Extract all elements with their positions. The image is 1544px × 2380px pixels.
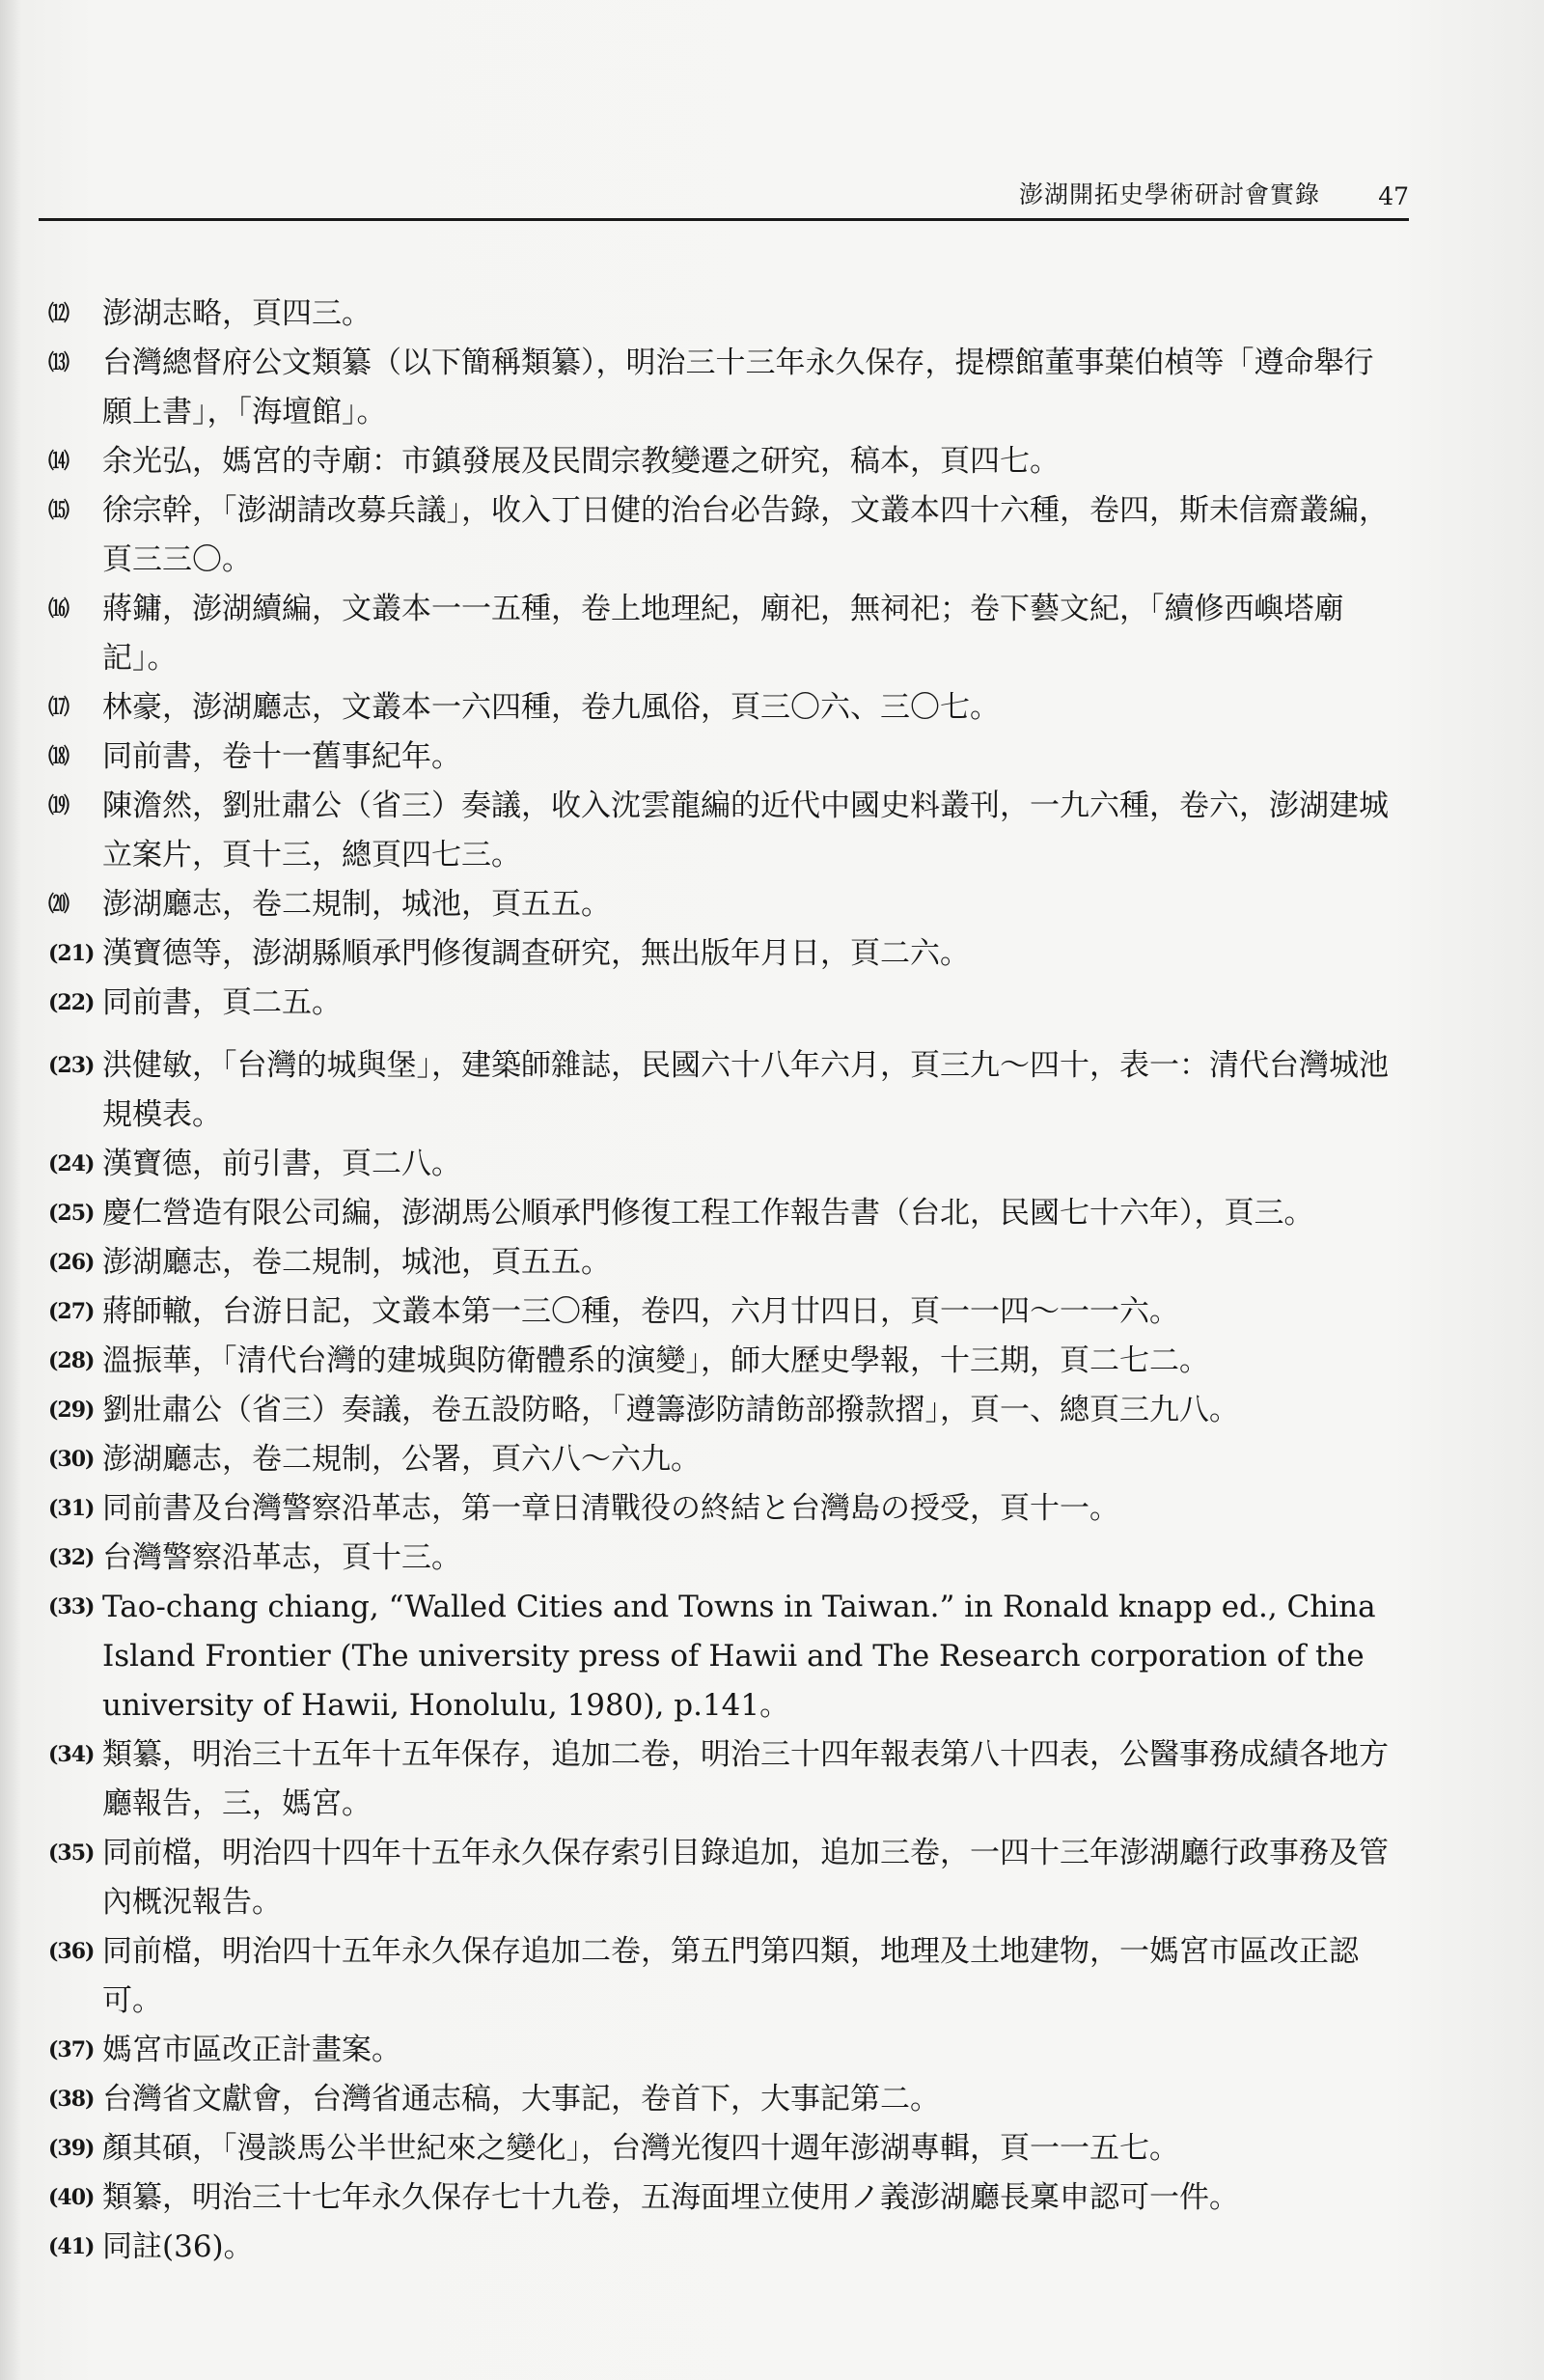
footnote-item xyxy=(48,2223,1399,2272)
footnote-item xyxy=(48,437,1399,486)
footnote-item xyxy=(48,2026,1399,2075)
footnote-text: 蔣鏞，澎湖續編，文叢本一一五種，卷上地理紀，廟祀，無祠祀；卷下藝文紀，「續修西嶼塔廟記」。 xyxy=(102,592,1344,676)
footnote-number: (41) xyxy=(48,2234,95,2259)
footnote-item xyxy=(48,339,1399,437)
footnote-item xyxy=(48,1829,1399,1927)
footnote-number: (28) xyxy=(48,1348,95,1373)
footnote-text: 同前書，卷十一舊事紀年。 xyxy=(102,739,461,774)
footnote-text: 同前書及台灣警察沿革志，第一章日清戰役の終結と台灣島の授受，頁十一。 xyxy=(102,1491,1119,1526)
footnote-item xyxy=(48,2075,1399,2124)
footnote-number: (33) xyxy=(48,1594,95,1619)
footnote-number: (26) xyxy=(48,1250,95,1275)
footnote-number: (36) xyxy=(48,1939,95,1964)
footnote-number: (38) xyxy=(48,2087,95,2112)
footnote-number: (21) xyxy=(48,941,95,966)
footnote-item xyxy=(48,1730,1399,1829)
footnote-text: 蔣師轍，台游日記，文叢本第一三〇種，卷四，六月廿四日，頁一一四～一一六。 xyxy=(102,1294,1179,1329)
footnote-text: 媽宮市區改正計畫案。 xyxy=(102,2033,401,2067)
footnote-text: 澎湖廳志，卷二規制，城池，頁五五。 xyxy=(102,1245,611,1280)
footnote-item xyxy=(48,1287,1399,1337)
footnote-number: (23) xyxy=(48,1053,95,1078)
footnote-item xyxy=(48,782,1399,880)
page-spine-shadow xyxy=(0,0,21,2380)
footnote-number: (39) xyxy=(48,2136,95,2161)
footnote-number: ⒂ xyxy=(48,498,69,523)
footnote-number: ⒄ xyxy=(48,695,69,720)
footnote-number: (24) xyxy=(48,1151,95,1176)
footnote-text: 同前檔，明治四十四年十五年永久保存索引目錄追加，追加三卷，一四十三年澎湖廳行政事務及管內概況報告。 xyxy=(102,1836,1389,1920)
footnote-item xyxy=(48,1337,1399,1386)
footnote-text: 同註(36)。 xyxy=(102,2229,254,2264)
footnote-text: 洪健敏，「台灣的城與堡」，建築師雜誌，民國六十八年六月，頁三九～四十，表一：清代台灣城池規模表。 xyxy=(102,1048,1389,1132)
footnote-text: 台灣警察沿革志，頁十三。 xyxy=(102,1540,461,1575)
running-header xyxy=(39,170,1409,221)
footnote-number: (27) xyxy=(48,1299,95,1324)
footnote-number: (40) xyxy=(48,2185,95,2210)
footnote-item xyxy=(48,2173,1399,2223)
footnote-item xyxy=(48,1238,1399,1287)
footnote-text: 澎湖志略，頁四三。 xyxy=(102,296,372,331)
footnote-number: (32) xyxy=(48,1545,95,1570)
footnote-text: 溫振華，「清代台灣的建城與防衛體系的演變」，師大歷史學報，十三期，頁二七二。 xyxy=(102,1343,1209,1378)
footnote-text: 林豪，澎湖廳志，文叢本一六四種，卷九風俗，頁三〇六、三〇七。 xyxy=(102,690,1000,725)
footnote-number: ⒅ xyxy=(48,744,69,769)
footnote-item xyxy=(48,2124,1399,2173)
footnote-item xyxy=(48,290,1399,339)
footnote-item xyxy=(48,585,1399,683)
footnote-number: (30) xyxy=(48,1447,95,1472)
footnote-number: ⑿ xyxy=(48,301,69,326)
footnote-item xyxy=(48,979,1399,1028)
footnote-list xyxy=(48,290,1399,2272)
footnote-number: (34) xyxy=(48,1742,95,1767)
footnote-number: ⒀ xyxy=(48,350,69,375)
footnote-number: ⒃ xyxy=(48,596,69,622)
footnote-number: (25) xyxy=(48,1201,95,1226)
footnote-text: 同前書，頁二五。 xyxy=(102,985,342,1020)
footnote-text: 漢寶德等，澎湖縣順承門修復調查研究，無出版年月日，頁二六。 xyxy=(102,936,970,971)
footnote-text: 同前檔，明治四十五年永久保存追加二卷，第五門第四類，地理及土地建物，一媽宮市區改正認可。 xyxy=(102,1934,1359,2018)
footnote-number: ⒁ xyxy=(48,449,69,474)
footnote-item xyxy=(48,683,1399,733)
footnote-text: 陳澹然，劉壯肅公（省三）奏議，收入沈雲龍編的近代中國史料叢刊，一九六種，卷六，澎湖建城立案片，頁十三，總頁四七三。 xyxy=(102,789,1389,872)
footnote-item xyxy=(48,486,1399,585)
footnote-item xyxy=(48,880,1399,929)
footnote-number: (37) xyxy=(48,2037,95,2062)
footnote-item xyxy=(48,1484,1399,1534)
footnote-text: 慶仁營造有限公司編，澎湖馬公順承門修復工程工作報告書（台北，民國七十六年），頁三。 xyxy=(102,1196,1314,1231)
footnote-number: (35) xyxy=(48,1840,95,1866)
footnote-item xyxy=(48,1140,1399,1189)
footnote-item xyxy=(48,733,1399,782)
footnote-item xyxy=(48,1927,1399,2026)
footnote-text: 余光弘，媽宮的寺廟：市鎮發展及民間宗教變遷之研究，稿本，頁四七。 xyxy=(102,444,1060,479)
footnote-item xyxy=(48,1534,1399,1583)
footnote-number: (31) xyxy=(48,1496,95,1521)
footnote-number: ⒆ xyxy=(48,793,69,818)
footnote-number: (29) xyxy=(48,1398,95,1423)
header-title: 澎湖開拓史學術研討會實錄 xyxy=(1018,180,1320,208)
footnote-text: Tao-chang chiang, “Walled Cities and Towns in Taiwan.” in Ronald knapp ed., China Island Frontier (The university press of Hawii and The Research corporation of the university of Hawii, Honolulu, 1980), p.141。 xyxy=(102,1590,1376,1723)
footnote-item xyxy=(48,929,1399,979)
footnote-text: 類纂，明治三十七年永久保存七十九卷，五海面埋立使用ノ義澎湖廳長稟申認可一件。 xyxy=(102,2180,1239,2215)
footnote-item xyxy=(48,1583,1399,1730)
footnote-item xyxy=(48,1435,1399,1484)
footnote-item xyxy=(48,1041,1399,1140)
footnote-item xyxy=(48,1386,1399,1435)
footnote-text: 澎湖廳志，卷二規制，公署，頁六八～六九。 xyxy=(102,1442,701,1477)
footnote-number: (22) xyxy=(48,990,95,1015)
footnote-number: ⒇ xyxy=(48,892,69,917)
footnote-text: 徐宗幹，「澎湖請改募兵議」，收入丁日健的治台必告錄，文叢本四十六種，卷四，斯未信齋叢編，頁三三〇。 xyxy=(102,493,1389,577)
footnote-text: 類纂，明治三十五年十五年保存，追加二卷，明治三十四年報表第八十四表，公醫事務成績各地方廳報告，三，媽宮。 xyxy=(102,1737,1389,1821)
footnote-text: 台灣總督府公文類纂（以下簡稱類纂），明治三十三年永久保存，提標館董事葉伯楨等「遵命舉行願上書」，「海壇館」。 xyxy=(102,346,1374,429)
footnote-text: 台灣省文獻會，台灣省通志稿，大事記，卷首下，大事記第二。 xyxy=(102,2082,940,2117)
footnote-text: 顏其碩，「漫談馬公半世紀來之變化」，台灣光復四十週年澎湖專輯，頁一一五七。 xyxy=(102,2131,1179,2166)
footnote-text: 漢寶德，前引書，頁二八。 xyxy=(102,1147,461,1181)
footnote-item xyxy=(48,1189,1399,1238)
footnote-text: 劉壯肅公（省三）奏議，卷五設防略，「遵籌澎防請飭部撥款摺」，頁一、總頁三九八。 xyxy=(102,1393,1239,1427)
page-number: 47 xyxy=(1378,182,1409,210)
footnote-text: 澎湖廳志，卷二規制，城池，頁五五。 xyxy=(102,887,611,922)
